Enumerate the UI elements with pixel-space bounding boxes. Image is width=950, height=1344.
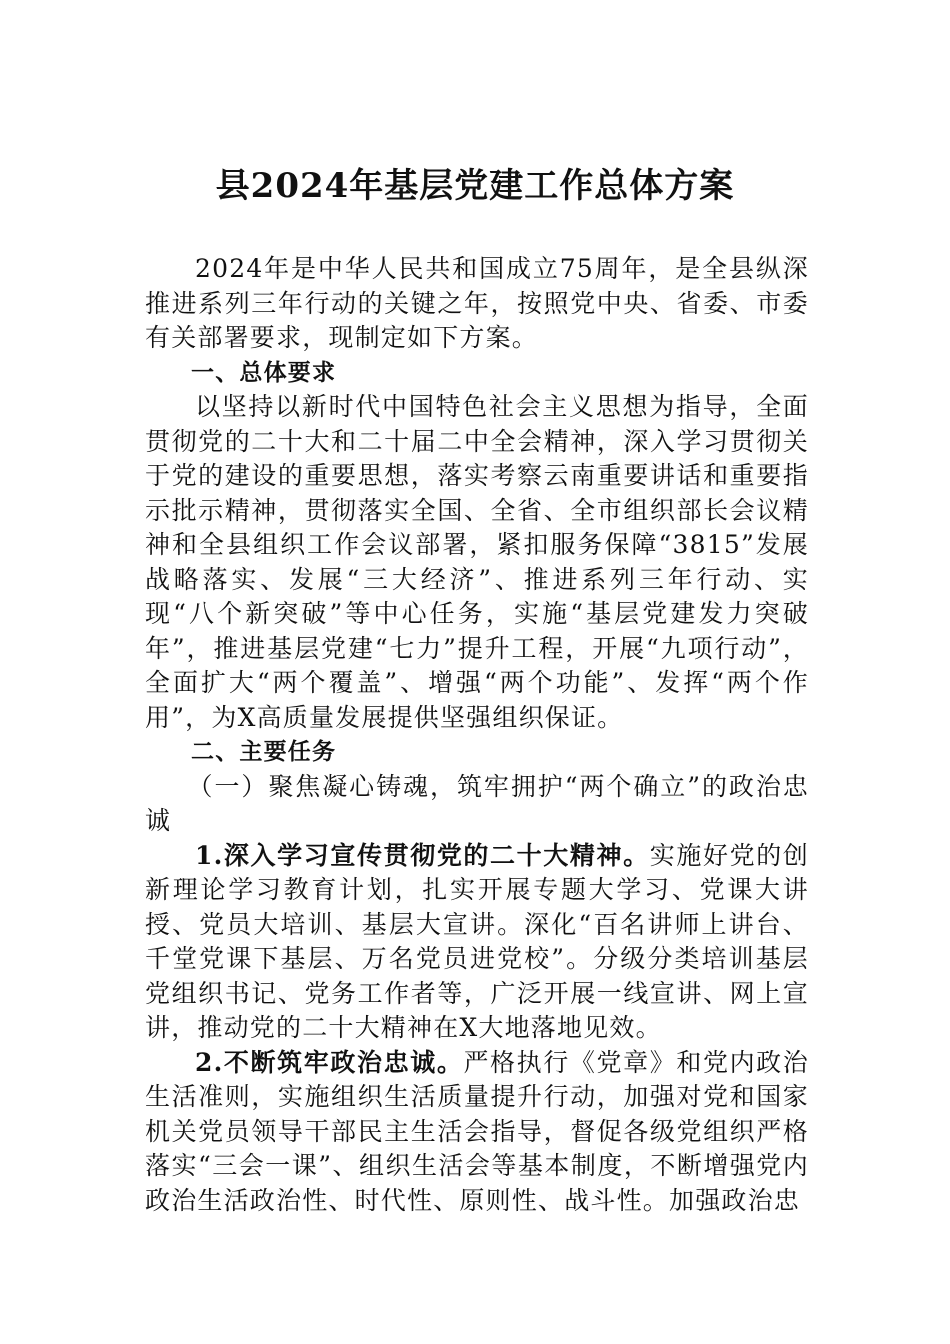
general-requirements-paragraph: 以坚持以新时代中国特色社会主义思想为指导，全面贯彻党的二十大和二十届二中全会精神，深入学习贯彻关于党的建设的重要思想，落实考察云南重要讲话和重要指示批示精神，贯彻落实全国、全省、全市组织部长会议精神和全县组织工作会议部署，紧扣服务保障“3815”发展战略落实、发展“三大经济”、推进系列三年行动、实现“八个新突破”等中心任务，实施“基层党建发力突破年”，推进基层党建“七力”提升工程，开展“九项行动”，全面扩大“两个覆盖”、增强“两个功能”、发挥“两个作用”，为X高质量发展提供坚强组织保证。: [145, 392, 809, 732]
intro-paragraph: 2024年是中华人民共和国成立75周年，是全县纵深推进系列三年行动的关键之年，按照党中央、省委、市委有关部署要求，现制定如下方案。: [145, 254, 809, 352]
task-item-2: [145, 1046, 809, 1219]
subsection-heading-1: （一）聚焦凝心铸魂，筑牢拥护“两个确立”的政治忠诚: [145, 771, 809, 835]
section-heading-main-tasks: 二、主要任务: [191, 739, 337, 765]
task-item-2-lead: 2.不断筑牢政治忠诚。: [195, 1047, 464, 1077]
task-item-2-body: 严格执行《党章》和党内政治生活准则，实施组织生活质量提升行动，加强对党和国家机关党员领导干部民主生活会指导，督促各级党组织严格落实“三会一课”、组织生活会等基本制度，不断增强党内政治生活政治性、时代性、原则性、战斗性。加强政治忠: [145, 1047, 809, 1215]
document-body: [145, 252, 809, 1218]
document-title: 县2024年基层党建工作总体方案: [215, 166, 735, 206]
section-heading-general-requirements: 一、总体要求: [191, 359, 337, 386]
task-item-1-lead: 1.深入学习宣传贯彻党的二十大精神。: [195, 840, 650, 870]
task-item-1: [145, 839, 809, 1046]
task-item-1-body: 实施好党的创新理论学习教育计划，扎实开展专题大学习、党课大讲授、党员大培训、基层大宣讲。深化“百名讲师上讲台、千堂党课下基层、万名党员进党校”。分级分类培训基层党组织书记、党务工作者等，广泛开展一线宣讲、网上宣讲，推动党的二十大精神在X大地落地见效。: [145, 840, 810, 1042]
